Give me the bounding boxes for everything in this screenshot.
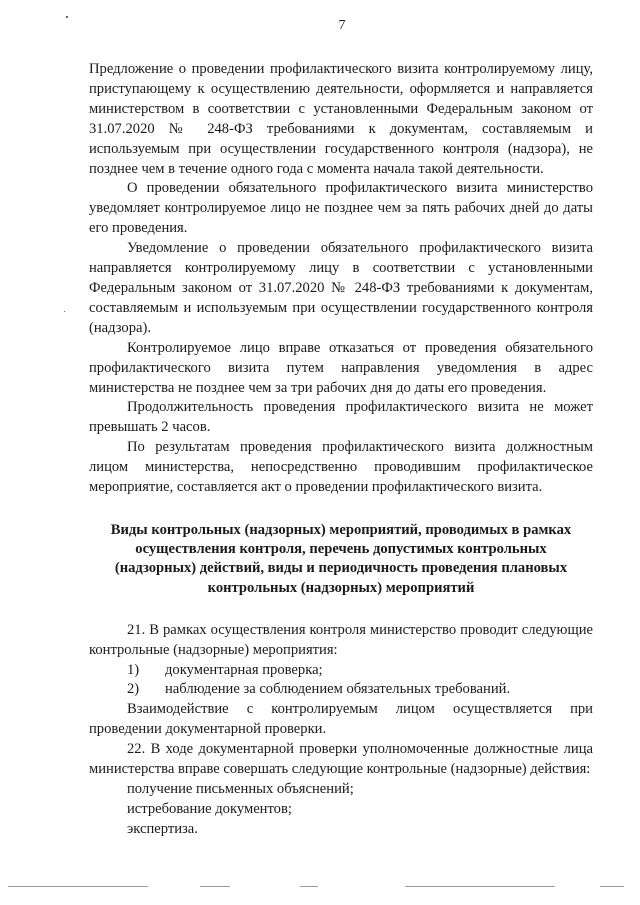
paragraph-act: По результатам проведения профилактического визита должностным лицом министерства, непосредственно проводившим профилактическое мероприятие, составляется акт о проведении профилактического визита. — [89, 439, 593, 496]
document-body — [89, 60, 593, 840]
list-item-text: наблюдение за соблюдением обязательных требований. — [165, 681, 511, 698]
list-item-number: 2) — [127, 681, 140, 698]
paragraph-mandatory-visit-notice: О проведении обязательного профилактического визита министерство уведомляет контролируемое лицо не позднее чем за пять рабочих дней до даты его проведения. — [89, 180, 593, 237]
list-item-text: документарная проверка; — [165, 661, 323, 678]
list-item — [127, 680, 593, 700]
paragraph-notification: Уведомление о проведении обязательного профилактического визита направляется контролируемому лицу в соответствии с установленными Федеральным законом от 31.07.2020 № 248-ФЗ требованиями к документам, составляемым и используемым при осуществлении государственного контроля (надзора). — [89, 240, 593, 336]
scan-artifact — [200, 886, 230, 887]
list-item: экспертиза. — [127, 820, 198, 837]
scan-speck — [64, 311, 65, 312]
clause-22: 22. В ходе документарной проверки уполномоченные должностные лица министерства вправе совершать следующие контрольные (надзорные) действия: — [89, 741, 593, 778]
section-heading: Виды контрольных (надзорных) мероприятий, проводимых в рамках осуществления контроля, перечень допустимых контрольных (надзорных) действий, виды и периодичность проведения плановых контрольных (надзорных) мероприятий — [110, 521, 572, 596]
paragraph-interaction: Взаимодействие с контролируемым лицом осуществляется при проведении документарной проверки. — [89, 701, 593, 738]
scan-artifact — [600, 886, 624, 887]
list-item: получение письменных объяснений; — [127, 781, 354, 797]
paragraph-duration: Продолжительность проведения профилактического визита не может превышать 2 часов. — [89, 399, 593, 436]
list-item: истребование документов; — [127, 800, 292, 817]
paragraph-refusal: Контролируемое лицо вправе отказаться от проведения обязательного профилактического визита путем направления уведомления в адрес министерства не позднее чем за три рабочих дня до даты его проведения. — [89, 339, 593, 396]
paragraph-proposal: Предложение о проведении профилактического визита контролируемому лицу, приступающему к осуществлению деятельности, оформляется и направляется министерством в соответствии с установленными Федеральным законом от 31.07.2020 № 248-ФЗ требованиями к документам, составляемым и используемым при осуществлении государственного контроля (надзора), не позднее чем в течение одного года с момента начала такой деятельности. — [89, 61, 593, 177]
list-item — [127, 661, 593, 681]
list-item-number: 1) — [127, 661, 140, 678]
scan-artifact — [8, 886, 148, 887]
page-number: 7 — [338, 18, 346, 33]
scan-artifact — [300, 886, 318, 887]
clause-21: 21. В рамках осуществления контроля министерство проводит следующие контрольные (надзорные) мероприятия: — [89, 621, 593, 658]
scan-artifact — [405, 886, 555, 887]
